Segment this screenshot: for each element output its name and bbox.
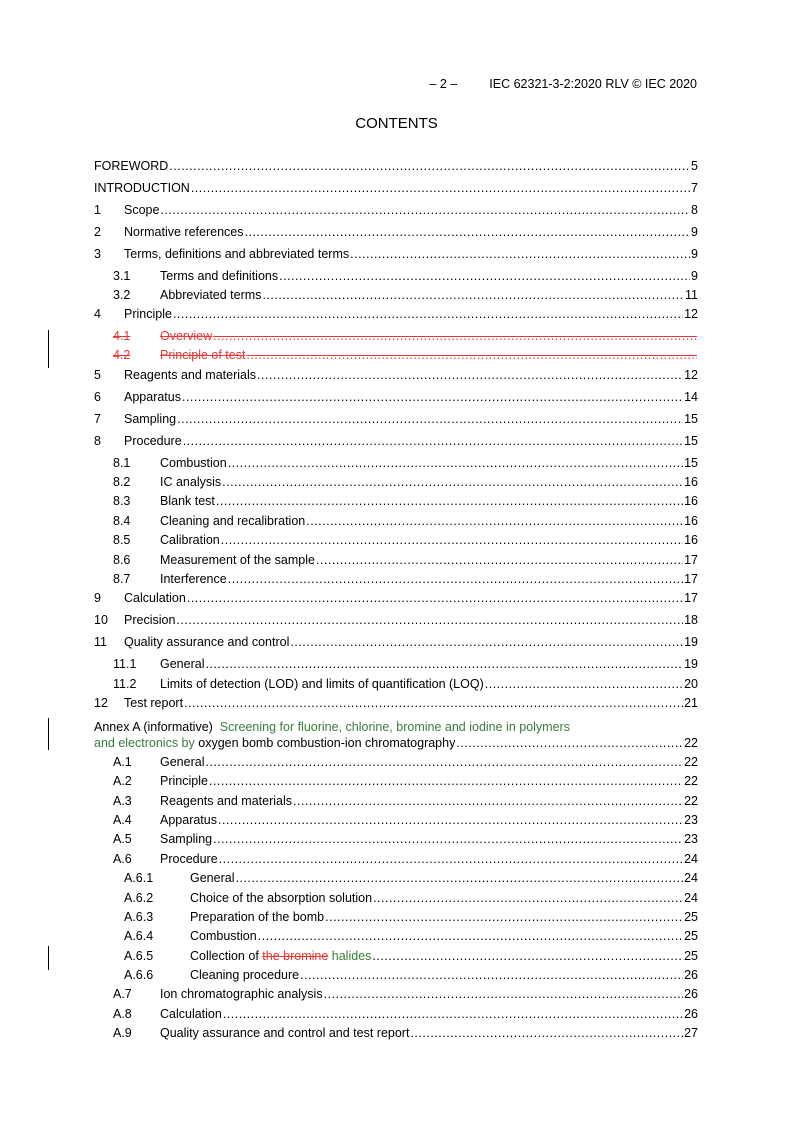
toc-entry-8-6[interactable]: 8.6 Measurement of the sample ..... 17 <box>113 552 698 568</box>
toc-entry-annex-a-title[interactable]: Annex A (informative) Screening for fluorine, chlorine, bromine and iodine in polymers <box>94 720 570 734</box>
toc-entry-8-1[interactable]: 8.1 Combustion ..... 15 <box>113 455 698 471</box>
toc-entry-a-6-3[interactable]: A.6.3 Preparation of the bomb ..... 25 <box>124 909 698 925</box>
toc-entry-5[interactable]: 5 Reagents and materials ..... 12 <box>94 367 698 383</box>
toc-entry-9[interactable]: 9 Calculation ..... 17 <box>94 590 698 606</box>
toc-entry-4[interactable]: 4 Principle ..... 12 <box>94 306 698 322</box>
toc-entry-2[interactable]: 2 Normative references ..... 9 <box>94 224 698 240</box>
toc-entry-a-6-4[interactable]: A.6.4 Combustion ..... 25 <box>124 928 698 944</box>
toc-entry-a-8[interactable]: A.8 Calculation ..... 26 <box>113 1006 698 1022</box>
toc-entry-annex-a[interactable]: and electronics by oxygen bomb combustion-ion chromatography ..... 22 <box>94 735 698 751</box>
toc-entry-4-1-deleted[interactable]: 4.1 Overview ..... <box>113 328 698 344</box>
toc-entry-foreword[interactable]: FOREWORD ..... 5 <box>94 158 698 174</box>
toc-entry-4-2-deleted[interactable]: 4.2 Principle of test ..... <box>113 347 698 363</box>
toc-entry-11-1[interactable]: 11.1 General ..... 19 <box>113 656 698 672</box>
toc-entry-8-5[interactable]: 8.5 Calibration ..... 16 <box>113 532 698 548</box>
inserted-text: Screening for fluorine, chlorine, bromine and iodine in polymers <box>219 720 570 734</box>
toc-entry-3[interactable]: 3 Terms, definitions and abbreviated terms ..... 9 <box>94 246 698 262</box>
toc-entry-introduction[interactable]: INTRODUCTION ..... 7 <box>94 180 698 196</box>
page-number: – 2 – <box>429 77 458 91</box>
inserted-text: halides <box>331 949 372 963</box>
change-bar <box>48 330 49 368</box>
toc-entry-8[interactable]: 8 Procedure ..... 15 <box>94 433 698 449</box>
toc-entry-11-2[interactable]: 11.2 Limits of detection (LOD) and limits of quantification (LOQ) ..... 20 <box>113 676 698 692</box>
toc-entry-10[interactable]: 10 Precision ..... 18 <box>94 612 698 628</box>
toc-entry-a-3[interactable]: A.3 Reagents and materials ..... 22 <box>113 793 698 809</box>
toc-entry-a-6-5[interactable]: A.6.5 Collection of the bromine halides ..... 25 <box>124 948 698 964</box>
toc-entry-a-5[interactable]: A.5 Sampling ..... 23 <box>113 831 698 847</box>
toc-entry-a-7[interactable]: A.7 Ion chromatographic analysis ..... 26 <box>113 986 698 1002</box>
toc-entry-8-7[interactable]: 8.7 Interference ..... 17 <box>113 571 698 587</box>
toc-entry-a-9[interactable]: A.9 Quality assurance and control and test report ..... 27 <box>113 1025 698 1041</box>
toc-entry-a-4[interactable]: A.4 Apparatus ..... 23 <box>113 812 698 828</box>
toc-entry-a-1[interactable]: A.1 General ..... 22 <box>113 754 698 770</box>
toc-entry-6[interactable]: 6 Apparatus ..... 14 <box>94 389 698 405</box>
toc-entry-a-6-1[interactable]: A.6.1 General ..... 24 <box>124 870 698 886</box>
toc-entry-a-6-2[interactable]: A.6.2 Choice of the absorption solution ..... 24 <box>124 890 698 906</box>
toc-entry-8-3[interactable]: 8.3 Blank test ..... 16 <box>113 493 698 509</box>
document-reference: IEC 62321-3-2:2020 RLV © IEC 2020 <box>489 77 697 91</box>
toc-entry-8-2[interactable]: 8.2 IC analysis ..... 16 <box>113 474 698 490</box>
change-bar <box>48 946 49 970</box>
change-bar <box>48 718 49 750</box>
toc-entry-a-2[interactable]: A.2 Principle ..... 22 <box>113 773 698 789</box>
toc-entry-12[interactable]: 12 Test report ..... 21 <box>94 695 698 711</box>
toc-entry-1[interactable]: 1 Scope ..... 8 <box>94 202 698 218</box>
toc-entry-11[interactable]: 11 Quality assurance and control ..... 19 <box>94 634 698 650</box>
page-title: CONTENTS <box>355 115 438 132</box>
deleted-text: the bromine <box>262 949 329 963</box>
toc-entry-3-1[interactable]: 3.1 Terms and definitions ..... 9 <box>113 268 698 284</box>
toc-entry-a-6-6[interactable]: A.6.6 Cleaning procedure ..... 26 <box>124 967 698 983</box>
toc-entry-3-2[interactable]: 3.2 Abbreviated terms ..... 11 <box>113 287 698 303</box>
page-header <box>429 77 697 91</box>
inserted-text: and electronics by <box>94 736 195 750</box>
toc-entry-8-4[interactable]: 8.4 Cleaning and recalibration ..... 16 <box>113 513 698 529</box>
toc-entry-7[interactable]: 7 Sampling ..... 15 <box>94 411 698 427</box>
toc-entry-a-6[interactable]: A.6 Procedure ..... 24 <box>113 851 698 867</box>
